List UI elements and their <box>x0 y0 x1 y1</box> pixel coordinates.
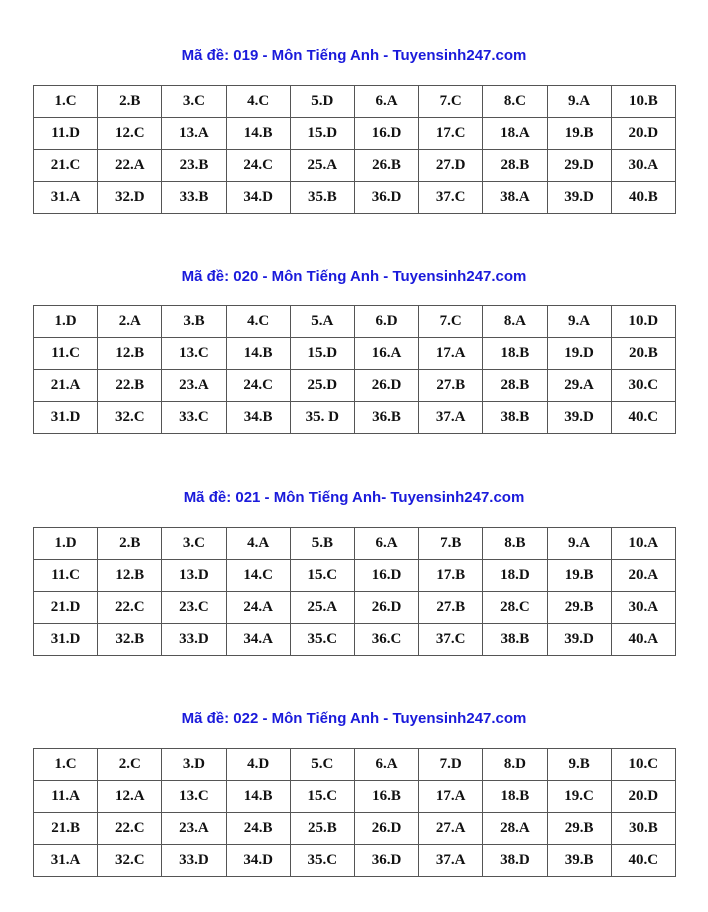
answer-cell: 14.B <box>226 118 290 150</box>
answer-cell: 22.A <box>98 150 162 182</box>
answer-cell: 5.C <box>290 749 354 781</box>
answer-cell: 18.B <box>483 781 547 813</box>
answer-cell: 3.D <box>162 749 226 781</box>
answer-cell: 30.A <box>611 150 675 182</box>
answer-cell: 39.D <box>547 624 611 656</box>
section-title: Mã đề: 022 - Môn Tiếng Anh - Tuyensinh247.com <box>181 710 527 727</box>
answer-cell: 24.C <box>226 150 290 182</box>
answer-cell: 29.A <box>547 370 611 402</box>
answer-cell: 35.C <box>290 624 354 656</box>
answer-cell: 28.A <box>483 813 547 845</box>
answer-cell: 7.C <box>419 86 483 118</box>
answer-cell: 25.D <box>290 370 354 402</box>
answer-cell: 38.B <box>483 402 547 434</box>
answer-cell: 26.B <box>354 150 418 182</box>
answer-cell: 22.C <box>98 592 162 624</box>
answer-cell: 14.B <box>226 338 290 370</box>
answer-cell: 2.C <box>98 749 162 781</box>
answer-cell: 37.C <box>419 182 483 214</box>
answer-cell: 5.B <box>290 528 354 560</box>
answer-cell: 37.A <box>419 845 483 877</box>
answer-cell: 22.B <box>98 370 162 402</box>
answer-cell: 32.B <box>98 624 162 656</box>
answer-cell: 32.D <box>98 182 162 214</box>
table-row <box>34 86 676 118</box>
answer-cell: 22.C <box>98 813 162 845</box>
answer-cell: 34.A <box>226 624 290 656</box>
answer-cell: 29.B <box>547 592 611 624</box>
answer-cell: 35.C <box>290 845 354 877</box>
table-row <box>34 560 676 592</box>
table-row <box>34 118 676 150</box>
answer-cell: 1.C <box>34 86 98 118</box>
answer-cell: 37.A <box>419 402 483 434</box>
answer-cell: 16.D <box>354 118 418 150</box>
answer-table <box>33 305 676 434</box>
answer-cell: 5.D <box>290 86 354 118</box>
table-row <box>34 528 676 560</box>
answer-cell: 38.D <box>483 845 547 877</box>
answer-cell: 28.C <box>483 592 547 624</box>
answer-cell: 11.C <box>34 560 98 592</box>
answer-table <box>33 85 676 214</box>
answer-cell: 36.D <box>354 845 418 877</box>
answer-cell: 30.B <box>611 813 675 845</box>
answer-cell: 20.D <box>611 781 675 813</box>
answer-cell: 14.C <box>226 560 290 592</box>
answer-cell: 2.B <box>98 528 162 560</box>
answer-cell: 9.A <box>547 528 611 560</box>
answer-cell: 18.A <box>483 118 547 150</box>
answer-cell: 21.A <box>34 370 98 402</box>
answer-cell: 25.A <box>290 592 354 624</box>
answer-cell: 17.B <box>419 560 483 592</box>
answer-cell: 40.A <box>611 624 675 656</box>
answer-cell: 7.D <box>419 749 483 781</box>
answer-cell: 17.C <box>419 118 483 150</box>
answer-cell: 35.B <box>290 182 354 214</box>
answer-cell: 23.A <box>162 813 226 845</box>
answer-cell: 28.B <box>483 150 547 182</box>
section-title: Mã đề: 020 - Môn Tiếng Anh - Tuyensinh247.com <box>181 268 527 285</box>
answer-cell: 13.D <box>162 560 226 592</box>
answer-cell: 8.B <box>483 528 547 560</box>
answer-cell: 26.D <box>354 592 418 624</box>
table-row <box>34 592 676 624</box>
answer-cell: 27.B <box>419 592 483 624</box>
answer-cell: 35. D <box>290 402 354 434</box>
answer-cell: 36.C <box>354 624 418 656</box>
answer-cell: 10.B <box>611 86 675 118</box>
answer-cell: 13.A <box>162 118 226 150</box>
answer-cell: 23.B <box>162 150 226 182</box>
answer-cell: 6.A <box>354 86 418 118</box>
answer-cell: 40.C <box>611 845 675 877</box>
section-title: Mã đề: 019 - Môn Tiếng Anh - Tuyensinh247.com <box>181 47 527 64</box>
answer-cell: 21.D <box>34 592 98 624</box>
answer-cell: 17.A <box>419 781 483 813</box>
answer-cell: 39.B <box>547 845 611 877</box>
answer-cell: 19.D <box>547 338 611 370</box>
answer-cell: 27.A <box>419 813 483 845</box>
answer-cell: 21.B <box>34 813 98 845</box>
table-row <box>34 306 676 338</box>
section-title: Mã đề: 021 - Môn Tiếng Anh- Tuyensinh247.com <box>183 489 525 506</box>
answer-cell: 12.B <box>98 560 162 592</box>
answer-cell: 36.D <box>354 182 418 214</box>
answer-cell: 6.D <box>354 306 418 338</box>
answer-cell: 13.C <box>162 781 226 813</box>
table-row <box>34 370 676 402</box>
table-row <box>34 182 676 214</box>
table-row <box>34 402 676 434</box>
answer-cell: 31.D <box>34 624 98 656</box>
answer-cell: 8.D <box>483 749 547 781</box>
answer-cell: 24.C <box>226 370 290 402</box>
answer-cell: 19.B <box>547 118 611 150</box>
answer-cell: 31.D <box>34 402 98 434</box>
answer-cell: 10.D <box>611 306 675 338</box>
answer-cell: 37.C <box>419 624 483 656</box>
answer-cell: 34.D <box>226 845 290 877</box>
answer-cell: 11.C <box>34 338 98 370</box>
answer-cell: 32.C <box>98 402 162 434</box>
answer-cell: 24.B <box>226 813 290 845</box>
answer-cell: 13.C <box>162 338 226 370</box>
answer-cell: 34.B <box>226 402 290 434</box>
answer-cell: 40.C <box>611 402 675 434</box>
answer-cell: 9.A <box>547 306 611 338</box>
answer-cell: 6.A <box>354 749 418 781</box>
answer-cell: 10.C <box>611 749 675 781</box>
answer-cell: 2.B <box>98 86 162 118</box>
table-row <box>34 624 676 656</box>
answer-cell: 12.B <box>98 338 162 370</box>
answer-cell: 20.D <box>611 118 675 150</box>
answer-cell: 15.D <box>290 338 354 370</box>
answer-cell: 34.D <box>226 182 290 214</box>
answer-cell: 4.C <box>226 306 290 338</box>
answer-cell: 6.A <box>354 528 418 560</box>
answer-cell: 36.B <box>354 402 418 434</box>
answer-cell: 4.D <box>226 749 290 781</box>
answer-cell: 33.D <box>162 624 226 656</box>
answer-cell: 25.B <box>290 813 354 845</box>
answer-cell: 27.D <box>419 150 483 182</box>
answer-cell: 30.A <box>611 592 675 624</box>
table-row <box>34 150 676 182</box>
answer-cell: 9.A <box>547 86 611 118</box>
answer-cell: 3.B <box>162 306 226 338</box>
answer-cell: 32.C <box>98 845 162 877</box>
answer-cell: 16.A <box>354 338 418 370</box>
answer-cell: 12.C <box>98 118 162 150</box>
answer-cell: 28.B <box>483 370 547 402</box>
answer-cell: 19.C <box>547 781 611 813</box>
answer-cell: 11.D <box>34 118 98 150</box>
answer-cell: 20.A <box>611 560 675 592</box>
table-row <box>34 749 676 781</box>
table-row <box>34 781 676 813</box>
answer-cell: 18.D <box>483 560 547 592</box>
answer-cell: 1.D <box>34 306 98 338</box>
table-row <box>34 845 676 877</box>
answer-table <box>33 748 676 877</box>
answer-cell: 8.A <box>483 306 547 338</box>
table-row <box>34 338 676 370</box>
answer-cell: 4.A <box>226 528 290 560</box>
answer-cell: 2.A <box>98 306 162 338</box>
answer-cell: 15.D <box>290 118 354 150</box>
answer-cell: 39.D <box>547 182 611 214</box>
answer-cell: 4.C <box>226 86 290 118</box>
answer-cell: 31.A <box>34 182 98 214</box>
answer-cell: 3.C <box>162 86 226 118</box>
table-row <box>34 813 676 845</box>
answer-cell: 29.D <box>547 150 611 182</box>
answer-cell: 1.D <box>34 528 98 560</box>
answer-cell: 12.A <box>98 781 162 813</box>
answer-cell: 23.C <box>162 592 226 624</box>
answer-cell: 33.C <box>162 402 226 434</box>
answer-cell: 24.A <box>226 592 290 624</box>
answer-cell: 18.B <box>483 338 547 370</box>
answer-cell: 39.D <box>547 402 611 434</box>
answer-cell: 7.C <box>419 306 483 338</box>
answer-cell: 9.B <box>547 749 611 781</box>
answer-cell: 30.C <box>611 370 675 402</box>
answer-cell: 38.A <box>483 182 547 214</box>
answer-cell: 8.C <box>483 86 547 118</box>
answer-cell: 40.B <box>611 182 675 214</box>
answer-cell: 26.D <box>354 370 418 402</box>
answer-cell: 20.B <box>611 338 675 370</box>
answer-cell: 25.A <box>290 150 354 182</box>
answer-cell: 3.C <box>162 528 226 560</box>
answer-cell: 17.A <box>419 338 483 370</box>
answer-cell: 31.A <box>34 845 98 877</box>
answer-cell: 38.B <box>483 624 547 656</box>
answer-cell: 1.C <box>34 749 98 781</box>
answer-cell: 10.A <box>611 528 675 560</box>
answer-table <box>33 527 676 656</box>
answer-cell: 29.B <box>547 813 611 845</box>
answer-cell: 33.D <box>162 845 226 877</box>
answer-cell: 26.D <box>354 813 418 845</box>
answer-cell: 14.B <box>226 781 290 813</box>
answer-cell: 11.A <box>34 781 98 813</box>
answer-cell: 33.B <box>162 182 226 214</box>
answer-cell: 15.C <box>290 560 354 592</box>
answer-cell: 15.C <box>290 781 354 813</box>
answer-cell: 16.B <box>354 781 418 813</box>
answer-cell: 16.D <box>354 560 418 592</box>
answer-cell: 7.B <box>419 528 483 560</box>
answer-cell: 21.C <box>34 150 98 182</box>
answer-cell: 5.A <box>290 306 354 338</box>
answer-cell: 19.B <box>547 560 611 592</box>
answer-cell: 27.B <box>419 370 483 402</box>
answer-cell: 23.A <box>162 370 226 402</box>
